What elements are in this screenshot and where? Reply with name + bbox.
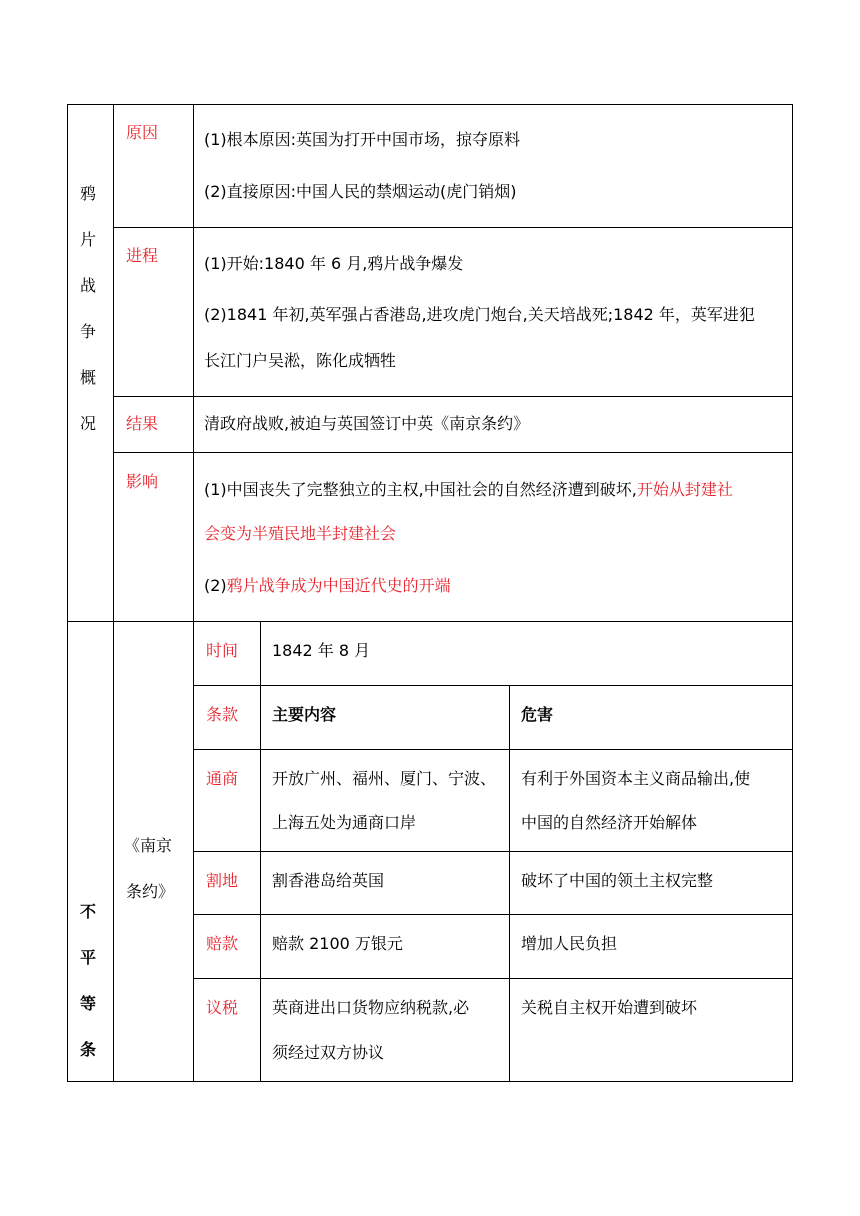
impact-line-3-black: (2) <box>204 576 227 595</box>
impact-line-3 <box>204 576 451 596</box>
cede-harm: 破坏了中国的领土主权完整 <box>521 871 714 890</box>
indemnity-content: 赔款 2100 万银元 <box>272 934 403 953</box>
indemnity-harm: 增加人民负担 <box>521 934 618 953</box>
trade-content-line-2: 上海五处为通商口岸 <box>272 813 417 832</box>
clause-label: 条款 <box>206 705 239 724</box>
result-line-1: 清政府战败,被迫与英国签订中英《南京条约》 <box>204 414 530 433</box>
process-line-1: (1)开始:1840 年 6 月,鸦片战争爆发 <box>204 254 464 273</box>
indemnity-label: 赔款 <box>206 934 239 953</box>
cede-content: 割香港岛给英国 <box>272 871 385 890</box>
tariff-label: 议税 <box>206 998 239 1017</box>
result-label: 结果 <box>126 414 159 433</box>
tariff-harm: 关税自主权开始遭到破坏 <box>521 998 698 1017</box>
impact-line-2: 会变为半殖民地半封建社会 <box>204 524 397 543</box>
impact-line-3-red: 鸦片战争成为中国近代史的开端 <box>226 576 451 595</box>
section1-side-label: 鸦 片 战 争 概 况 <box>79 184 96 433</box>
tariff-content-line-2: 须经过双方协议 <box>272 1043 385 1062</box>
column-header-content: 主要内容 <box>272 705 337 724</box>
impact-line-1-red: 开始从封建社 <box>636 480 733 499</box>
process-line-3: 长江门户吴淞，陈化成牺牲 <box>204 351 397 370</box>
tariff-content-line-1: 英商进出口货物应纳税款,必 <box>272 998 470 1017</box>
cause-line-1: (1)根本原因:英国为打开中国市场，掠夺原料 <box>204 130 521 149</box>
cause-line-2: (2)直接原因:中国人民的禁烟运动(虎门销烟) <box>204 182 517 201</box>
process-line-2: (2)1841 年初,英军强占香港岛,进攻虎门炮台,关天培战死;1842 年，英军进犯 <box>204 305 755 324</box>
treaty-name-line-1: 《南京 <box>124 836 173 855</box>
column-header-harm: 危害 <box>521 705 554 724</box>
time-label: 时间 <box>206 641 239 660</box>
cede-label: 割地 <box>206 871 239 890</box>
impact-label: 影响 <box>126 472 159 491</box>
impact-line-1 <box>204 480 733 500</box>
process-label: 进程 <box>126 246 159 265</box>
trade-label: 通商 <box>206 769 239 788</box>
trade-harm-line-1: 有利于外国资本主义商品输出,使 <box>521 769 751 788</box>
trade-content-line-1: 开放广州、福州、厦门、宁波、 <box>272 769 497 788</box>
section2-side-label: 不 平 等 条 <box>79 902 96 1059</box>
cause-label: 原因 <box>126 123 159 142</box>
treaty-name-line-2: 条约》 <box>126 882 175 901</box>
time-value: 1842 年 8 月 <box>272 641 371 660</box>
trade-harm-line-2: 中国的自然经济开始解体 <box>521 813 698 832</box>
impact-line-1-black: (1)中国丧失了完整独立的主权,中国社会的自然经济遭到破坏, <box>204 480 637 499</box>
